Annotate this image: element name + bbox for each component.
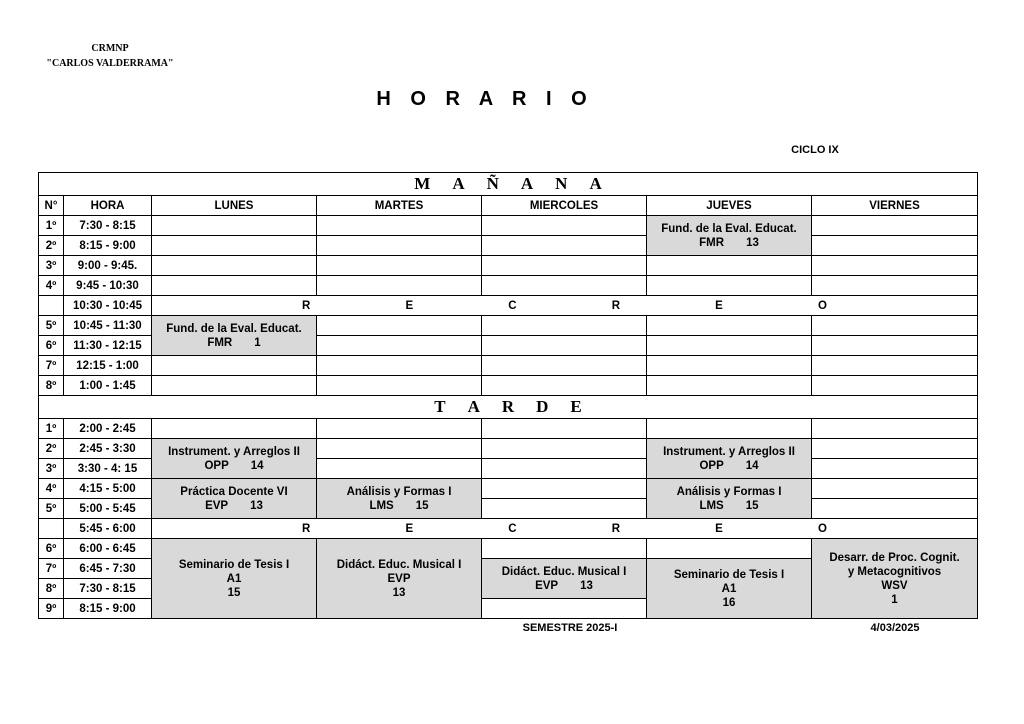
period-number: 8º <box>39 376 64 396</box>
period-time: 7:30 - 8:15 <box>64 216 152 236</box>
period-number: 7º <box>39 356 64 376</box>
schedule-table <box>38 172 978 619</box>
table-row <box>39 539 978 559</box>
table-row <box>39 256 978 276</box>
col-header-lunes: LUNES <box>152 196 317 216</box>
course-block: Fund. de la Eval. Educat. FMR 13 <box>647 216 812 256</box>
break-row <box>39 519 978 539</box>
course-block: Análisis y Formas I LMS 15 <box>317 479 482 519</box>
date-label: 4/03/2025 <box>870 622 920 634</box>
table-row <box>39 439 978 459</box>
course-block: Análisis y Formas I LMS 15 <box>647 479 812 519</box>
col-header-jueves: JUEVES <box>647 196 812 216</box>
period-time: 3:30 - 4: 15 <box>64 459 152 479</box>
period-number <box>39 519 64 539</box>
period-time: 4:15 - 5:00 <box>64 479 152 499</box>
course-block: Seminario de Tesis I A1 15 <box>152 539 317 619</box>
period-number: 2º <box>39 236 64 256</box>
table-row <box>39 376 978 396</box>
course-block: Práctica Docente VI EVP 13 <box>152 479 317 519</box>
period-number: 1º <box>39 216 64 236</box>
period-number: 4º <box>39 276 64 296</box>
period-number: 9º <box>39 599 64 619</box>
institution-name: "CARLOS VALDERRAMA" <box>46 58 174 69</box>
period-number: 1º <box>39 419 64 439</box>
table-row <box>39 479 978 499</box>
col-header-martes: MARTES <box>317 196 482 216</box>
course-block: Desarr. de Proc. Cognit. y Metacognitivos WSV 1 <box>812 539 978 619</box>
period-number <box>39 296 64 316</box>
table-row <box>39 216 978 236</box>
course-block: Didáct. Educ. Musical I EVP 13 <box>317 539 482 619</box>
break-row <box>39 296 978 316</box>
table-row <box>39 236 978 256</box>
cycle-label: CICLO IX <box>791 144 839 156</box>
institution-acronym: CRMNP <box>91 43 129 54</box>
period-time: 8:15 - 9:00 <box>64 599 152 619</box>
period-time: 8:15 - 9:00 <box>64 236 152 256</box>
period-time: 11:30 - 12:15 <box>64 336 152 356</box>
afternoon-section-header: T A R D E <box>39 396 978 419</box>
period-time: 5:00 - 5:45 <box>64 499 152 519</box>
col-header-time: HORA <box>64 196 152 216</box>
period-time: 2:00 - 2:45 <box>64 419 152 439</box>
semester-label: SEMESTRE 2025-I <box>522 622 618 634</box>
course-block: Instrument. y Arreglos II OPP 14 <box>152 439 317 479</box>
period-time: 6:00 - 6:45 <box>64 539 152 559</box>
period-number: 8º <box>39 579 64 599</box>
period-number: 6º <box>39 336 64 356</box>
period-number: 3º <box>39 459 64 479</box>
period-time: 10:45 - 11:30 <box>64 316 152 336</box>
course-block: Fund. de la Eval. Educat. FMR 1 <box>152 316 317 356</box>
course-block: Didáct. Educ. Musical I EVP 13 <box>482 559 647 599</box>
col-header-viernes: VIERNES <box>812 196 978 216</box>
table-row <box>39 316 978 336</box>
period-time: 9:00 - 9:45. <box>64 256 152 276</box>
break-label: R E C R E O <box>152 519 978 539</box>
course-block: Seminario de Tesis I A1 16 <box>647 559 812 619</box>
period-number: 5º <box>39 499 64 519</box>
page-title: H O R A R I O <box>376 88 594 110</box>
period-number: 7º <box>39 559 64 579</box>
period-time: 10:30 - 10:45 <box>64 296 152 316</box>
column-header-row <box>39 196 978 216</box>
period-time: 9:45 - 10:30 <box>64 276 152 296</box>
table-row <box>39 419 978 439</box>
period-time: 6:45 - 7:30 <box>64 559 152 579</box>
period-number: 2º <box>39 439 64 459</box>
period-number: 5º <box>39 316 64 336</box>
period-number: 4º <box>39 479 64 499</box>
period-time: 7:30 - 8:15 <box>64 579 152 599</box>
table-row <box>39 356 978 376</box>
col-header-miercoles: MIERCOLES <box>482 196 647 216</box>
break-label: R E C R E O <box>152 296 978 316</box>
morning-section-header: M A Ñ A N A <box>39 173 978 196</box>
col-header-number: N° <box>39 196 64 216</box>
period-time: 12:15 - 1:00 <box>64 356 152 376</box>
period-time: 5:45 - 6:00 <box>64 519 152 539</box>
table-row <box>39 276 978 296</box>
course-block: Instrument. y Arreglos II OPP 14 <box>647 439 812 479</box>
period-number: 6º <box>39 539 64 559</box>
period-number: 3º <box>39 256 64 276</box>
period-time: 1:00 - 1:45 <box>64 376 152 396</box>
period-time: 2:45 - 3:30 <box>64 439 152 459</box>
